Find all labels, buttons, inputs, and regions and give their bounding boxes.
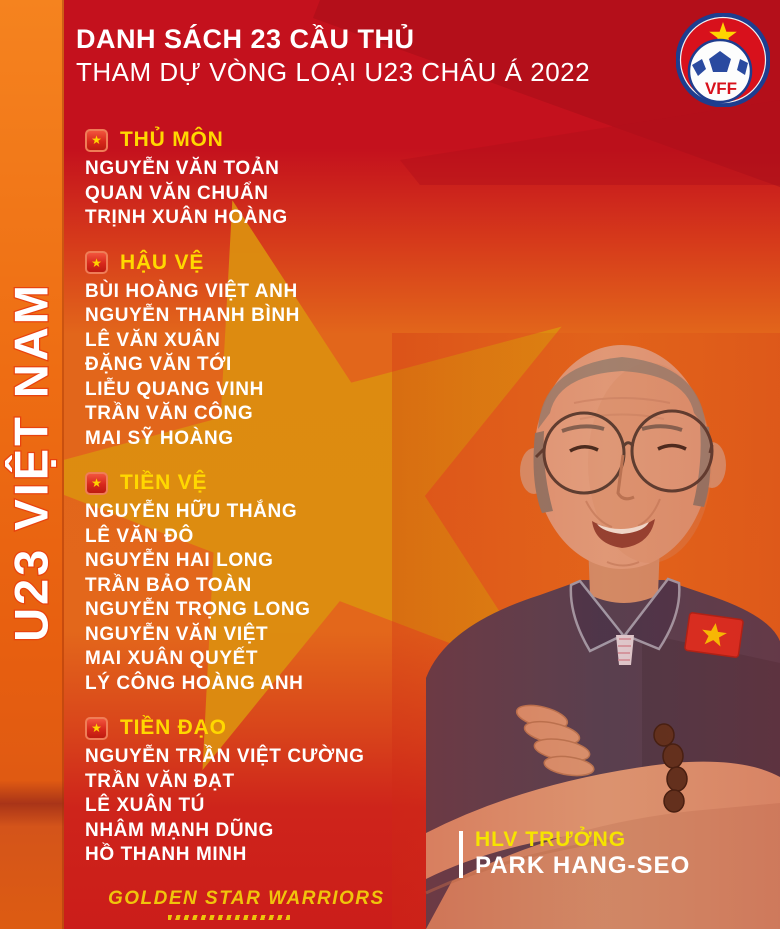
section-header (85, 715, 455, 741)
player-name: LIỄU QUANG VINH (85, 378, 264, 400)
player-name: MAI SỸ HOÀNG (85, 427, 234, 449)
player-name: TRẦN BẢO TOÀN (85, 574, 252, 596)
vietnam-flag-icon (85, 251, 108, 274)
star-glyph: ★ (91, 476, 102, 490)
section-header (85, 470, 455, 496)
vff-logo-text: VFF (704, 79, 738, 98)
star-glyph: ★ (91, 255, 102, 270)
section-defenders (85, 250, 455, 452)
section-forwards (85, 715, 455, 868)
star-glyph: ★ (91, 721, 102, 735)
player-name: BÙI HOÀNG VIỆT ANH (85, 280, 298, 302)
section-midfielders (85, 470, 455, 696)
vietnam-flag-icon (85, 717, 108, 740)
coach-label-bar (459, 831, 463, 878)
player-name: LÊ VĂN ĐÔ (85, 525, 194, 547)
section-label: TIỀN VỆ (120, 471, 208, 494)
slogan-text: GOLDEN STAR WARRIORS (108, 888, 385, 909)
player-name: LÝ CÔNG HOÀNG ANH (85, 672, 304, 694)
player-name: NGUYỄN VĂN VIỆT (85, 623, 269, 645)
coach-role: HLV TRƯỞNG (475, 828, 627, 851)
poster-title-line1: DANH SÁCH 23 CẦU THỦ (76, 24, 415, 54)
poster-title-line2: THAM DỰ VÒNG LOẠI U23 CHÂU Á 2022 (76, 57, 591, 87)
player-name: LÊ XUÂN TÚ (85, 795, 205, 816)
player-name: MAI XUÂN QUYẾT (85, 648, 259, 669)
player-name: NGUYỄN TRỌNG LONG (85, 599, 311, 620)
vietnam-flag-icon (85, 129, 108, 152)
player-name: NGUYỄN VĂN TOẢN (85, 158, 280, 179)
player-name: NGUYỄN THANH BÌNH (85, 305, 300, 326)
star-glyph: ★ (91, 133, 102, 147)
section-header (85, 250, 455, 276)
roster-list (85, 127, 455, 887)
player-name: LÊ VĂN XUÂN (85, 329, 221, 351)
player-name: QUAN VĂN CHUẨN (85, 182, 269, 204)
player-name: NGUYỄN HỮU THẮNG (85, 501, 298, 522)
player-name: ĐẶNG VĂN TỚI (85, 354, 232, 375)
slogan-underline-dashes (168, 915, 290, 920)
section-label: HẬU VỆ (120, 250, 205, 274)
coach-name: PARK HANG-SEO (475, 852, 691, 879)
section-header (85, 127, 455, 153)
section-goalkeepers (85, 127, 455, 231)
player-name: NHÂM MẠNH DŨNG (85, 819, 274, 841)
vietnam-flag-icon (85, 472, 108, 495)
player-name: HỒ THANH MINH (85, 844, 247, 865)
side-banner-text: U23 VIỆT NAM (4, 282, 58, 642)
section-label: THỦ MÔN (120, 128, 224, 151)
player-name: TRẦN VĂN ĐẠT (85, 770, 235, 792)
section-label: TIỀN ĐẠO (120, 716, 227, 739)
player-name: NGUYỄN HAI LONG (85, 550, 274, 571)
vff-logo (676, 13, 770, 107)
player-name: NGUYỄN TRẦN VIỆT CƯỜNG (85, 746, 365, 767)
player-name: TRẦN VĂN CÔNG (85, 403, 254, 424)
player-name: TRỊNH XUÂN HOÀNG (85, 207, 288, 228)
